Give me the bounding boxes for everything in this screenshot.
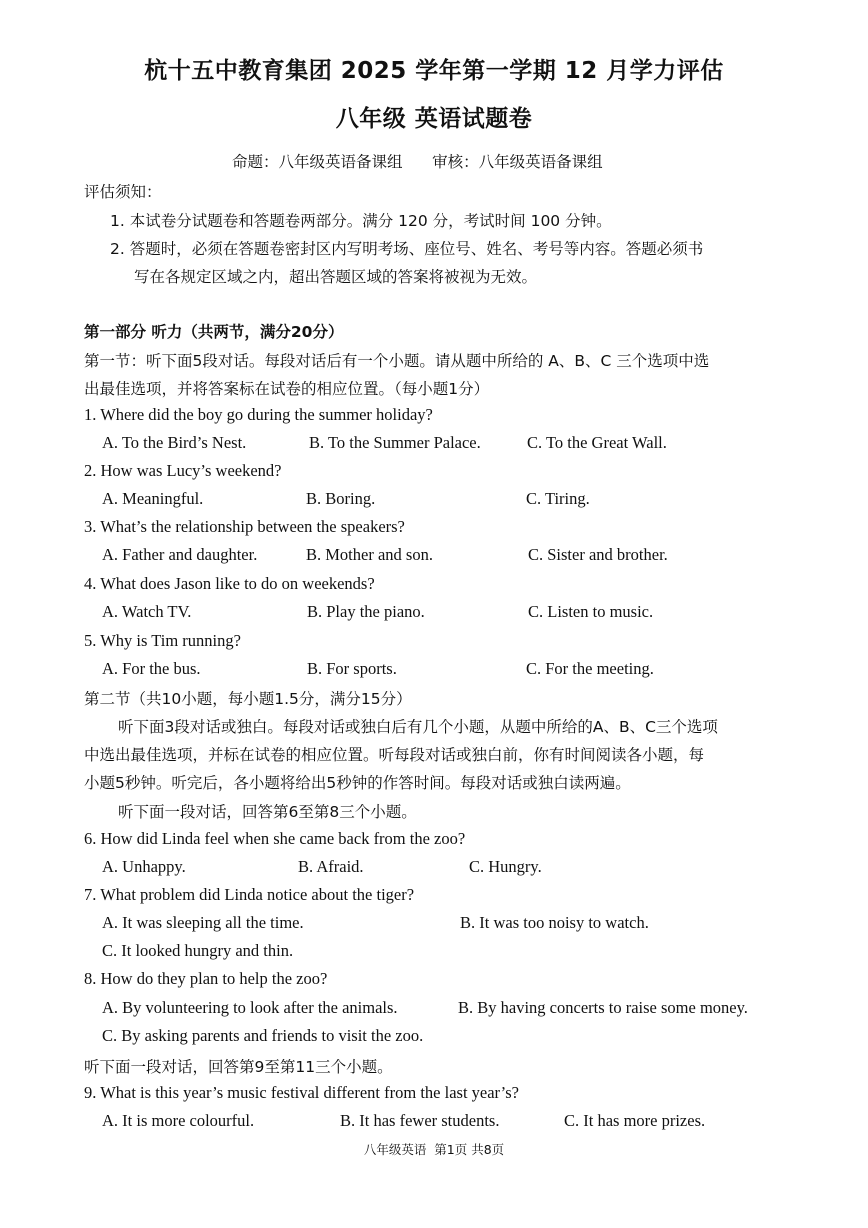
question-2-stem: 2. How was Lucy’s weekend? (84, 461, 282, 480)
question-1-option-c: C. To the Great Wall. (527, 433, 667, 452)
question-8-option-b: B. By having concerts to raise some money. (458, 998, 748, 1017)
question-2-option-b: B. Boring. (306, 489, 376, 508)
question-7-option-b: B. It was too noisy to watch. (460, 913, 649, 932)
question-4-option-a: A. Watch TV. (102, 602, 192, 621)
question-1-option-b: B. To the Summer Palace. (309, 433, 481, 452)
question-2-option-c: C. Tiring. (526, 489, 590, 508)
question-3-option-a: A. Father and daughter. (102, 545, 258, 564)
question-7-option-a: A. It was sleeping all the time. (102, 913, 304, 932)
question-6-option-c: C. Hungry. (469, 857, 542, 876)
question-7-stem: 7. What problem did Linda notice about the tiger? (84, 885, 415, 904)
question-6-option-a: A. Unhappy. (102, 857, 186, 876)
question-5-stem: 5. Why is Tim running? (84, 631, 241, 650)
exam-subtitle: 八年级 英语试题卷 (335, 106, 533, 132)
question-9-stem: 9. What is this year’s music festival different from the last year’s? (84, 1083, 519, 1102)
question-2-option-a: A. Meaningful. (102, 489, 204, 508)
section2-instructions-line-2: 中选出最佳选项，并标在试卷的相应位置。听每段对话或独白前，你有时间阅读各小题，每 (84, 746, 705, 764)
question-9-option-c: C. It has more prizes. (564, 1111, 706, 1130)
section2-heading: 第二节（共10小题，每小题1.5分，满分15分） (84, 690, 412, 708)
question-3-option-c: C. Sister and brother. (528, 545, 668, 564)
question-3-option-b: B. Mother and son. (306, 545, 433, 564)
section2-instructions-line-1: 听下面3段对话或独白。每段对话或独白后有几个小题，从题中所给的A、B、C三个选项 (118, 718, 718, 736)
question-1-stem: 1. Where did the boy go during the summer holiday? (84, 405, 433, 424)
exam-title: 杭十五中教育集团 2025 学年第一学期 12 月学力评估 (144, 58, 724, 84)
question-5-option-a: A. For the bus. (102, 659, 201, 678)
section2-instructions-line-3: 小题5秒钟。听完后，各小题将给出5秒钟的作答时间。每段对话或独白读两遍。 (84, 774, 631, 792)
question-9-option-b: B. It has fewer students. (340, 1111, 500, 1130)
exam-authors: 命题：八年级英语备课组 审核：八年级英语备课组 (232, 153, 603, 171)
question-4-stem: 4. What does Jason like to do on weekends? (84, 574, 375, 593)
question-8-stem: 8. How do they plan to help the zoo? (84, 969, 328, 988)
notice-item-2-line-2: 写在各规定区域之内，超出答题区域的答案将被视为无效。 (134, 268, 538, 286)
question-4-option-b: B. Play the piano. (307, 602, 425, 621)
section1-instructions-line-1: 第一节：听下面5段对话。每段对话后有一个小题。请从题中所给的 A、B、C 三个选项中选 (84, 352, 710, 370)
question-1-option-a: A. To the Bird’s Nest. (102, 433, 247, 452)
question-9-option-a: A. It is more colourful. (102, 1111, 255, 1130)
question-8-option-a: A. By volunteering to look after the animals. (102, 998, 398, 1017)
question-5-option-b: B. For sports. (307, 659, 397, 678)
question-5-option-c: C. For the meeting. (526, 659, 654, 678)
page-footer: 八年级英语 第1页 共8页 (363, 1142, 505, 1157)
section1-instructions-line-2: 出最佳选项，并将答案标在试卷的相应位置。（每小题1分） (84, 380, 490, 398)
dialog-2-intro: 听下面一段对话，回答第9至第11三个小题。 (84, 1058, 393, 1076)
question-6-option-b: B. Afraid. (298, 857, 364, 876)
question-7-option-c: C. It looked hungry and thin. (102, 941, 294, 960)
question-3-stem: 3. What’s the relationship between the speakers? (84, 517, 405, 536)
notice-item-1: 1. 本试卷分试题卷和答题卷两部分。满分 120 分，考试时间 100 分钟。 (110, 212, 612, 230)
notice-heading: 评估须知： (84, 183, 162, 201)
part1-heading: 第一部分 听力（共两节，满分20分） (84, 323, 344, 341)
question-8-option-c: C. By asking parents and friends to visit the zoo. (102, 1026, 424, 1045)
notice-item-2-line-1: 2. 答题时，必须在答题卷密封区内写明考场、座位号、姓名、考号等内容。答题必须书 (110, 240, 704, 258)
question-4-option-c: C. Listen to music. (528, 602, 654, 621)
dialog-1-intro: 听下面一段对话，回答第6至第8三个小题。 (118, 803, 417, 821)
question-6-stem: 6. How did Linda feel when she came back from the zoo? (84, 829, 466, 848)
